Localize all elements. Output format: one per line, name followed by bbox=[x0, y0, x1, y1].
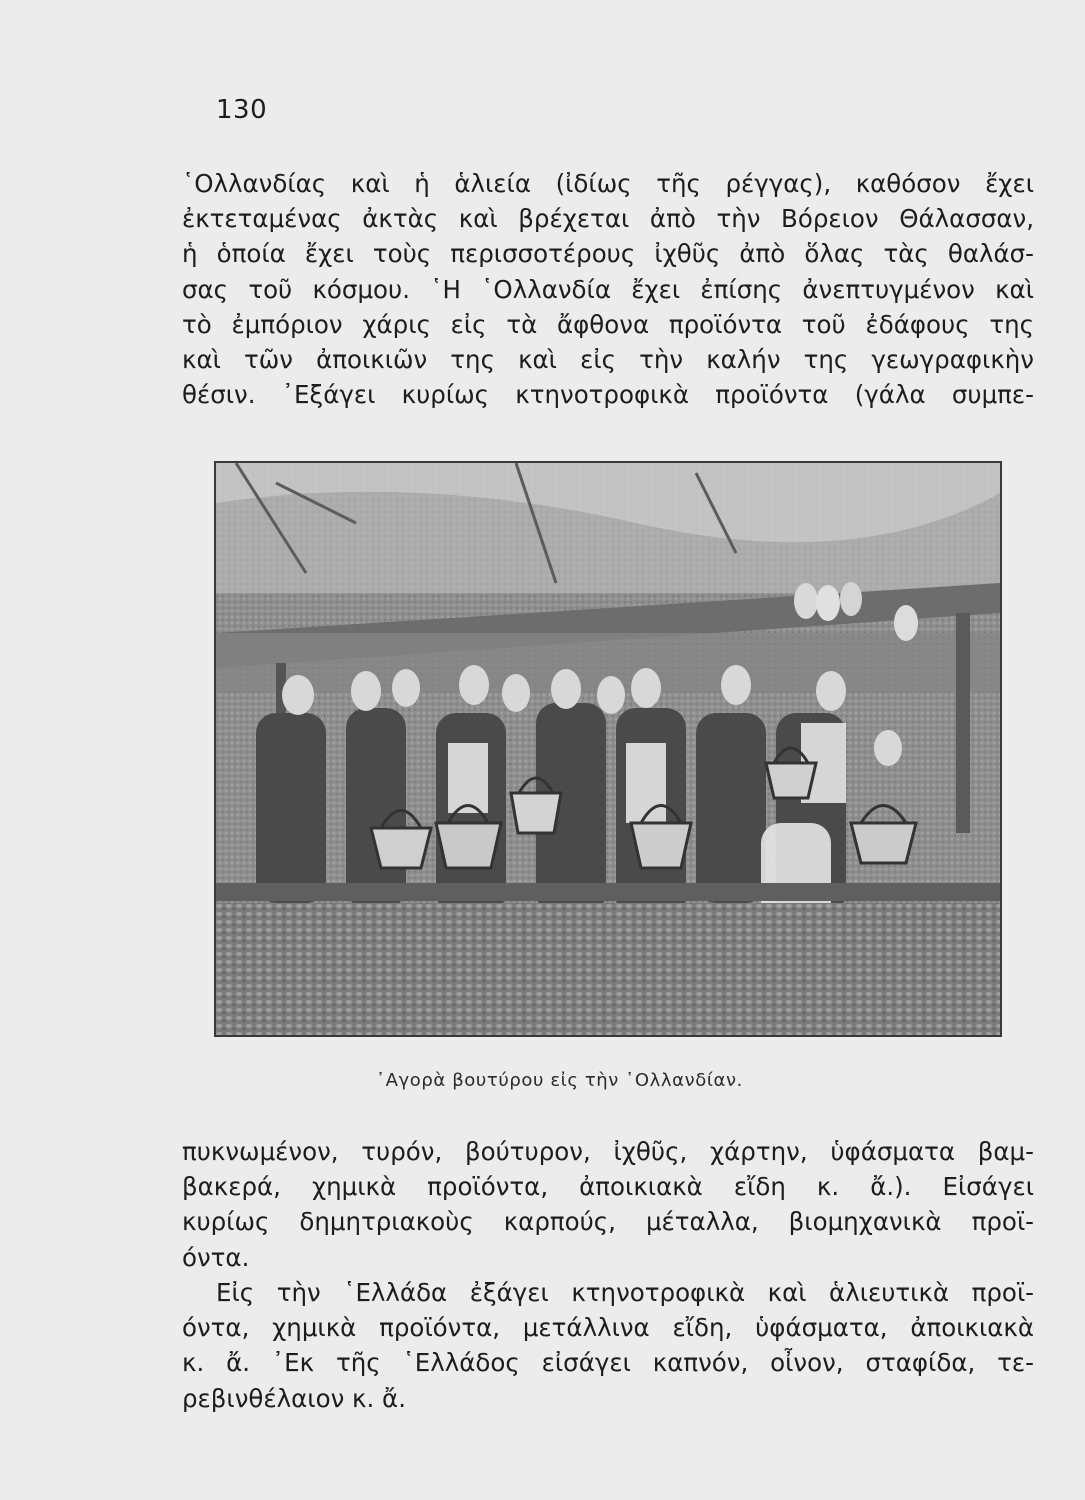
text-line: ῾Ολλανδίας καὶ ἡ ἁλιεία (ἰδίως τῆς ρέγγας), καθόσον ἔχει bbox=[182, 169, 1034, 198]
text-line: θέσιν. ᾿Εξάγει κυρίως κτηνοτροφικὰ προϊόντα (γάλα συμπε- bbox=[182, 380, 1034, 410]
paragraph-1 bbox=[182, 166, 1034, 412]
paragraph-3 bbox=[182, 1275, 1034, 1416]
text-line: όντα. bbox=[182, 1242, 250, 1272]
photo-caption: ᾿Αγορὰ βουτύρου εἰς τὴν ῾Ολλανδίαν. bbox=[376, 1070, 743, 1091]
text-line: κ. ἄ. ᾿Εκ τῆς ῾Ελλάδος εἰσάγει καπνόν, οἶνον, σταφίδα, τε- bbox=[182, 1348, 1034, 1378]
market-photo bbox=[214, 461, 1002, 1037]
paragraph-2 bbox=[182, 1134, 1034, 1275]
text-line: τὸ ἐμπόριον χάρις εἰς τὰ ἄφθονα προϊόντα τοῦ ἐδάφους της bbox=[182, 309, 1034, 339]
text-line: καὶ τῶν ἀποικιῶν της καὶ εἰς τὴν καλήν της γεωγραφικὴν bbox=[182, 345, 1034, 375]
text-line: κυρίως δημητριακοὺς καρπούς, μέταλλα, βιομηχανικὰ προϊ- bbox=[182, 1207, 1034, 1237]
text-line: πυκνωμένον, τυρόν, βούτυρον, ἰχθῦς, χάρτην, ὑφάσματα βαμ- bbox=[182, 1137, 1034, 1166]
text-line: σας τοῦ κόσμου. ῾Η ῾Ολλανδία ἔχει ἐπίσης ἀνεπτυγμένον καὶ bbox=[182, 274, 1034, 304]
text-line: ρεβινθέλαιον κ. ἄ. bbox=[182, 1383, 406, 1413]
photo-illustration bbox=[216, 463, 1000, 1035]
text-line: όντα, χημικὰ προϊόντα, μετάλλινα εἴδη, ὑφάσματα, ἀποικιακὰ bbox=[182, 1313, 1034, 1343]
text-line: ἐκτεταμένας ἀκτὰς καὶ βρέχεται ἀπὸ τὴν Βόρειον Θάλασσαν, bbox=[182, 204, 1034, 234]
page-number: 130 bbox=[216, 95, 268, 125]
text-line: ἡ ὁποία ἔχει τοὺς περισσοτέρους ἰχθῦς ἀπὸ ὅλας τὰς θαλάσ- bbox=[182, 239, 1034, 269]
text-line: Εἰς τὴν ῾Ελλάδα ἐξάγει κτηνοτροφικὰ καὶ ἁλιευτικὰ προϊ- bbox=[216, 1278, 1034, 1307]
text-line: βακερά, χημικὰ προϊόντα, ἀποικιακὰ εἴδη κ. ἄ.). Εἰσάγει bbox=[182, 1172, 1034, 1202]
